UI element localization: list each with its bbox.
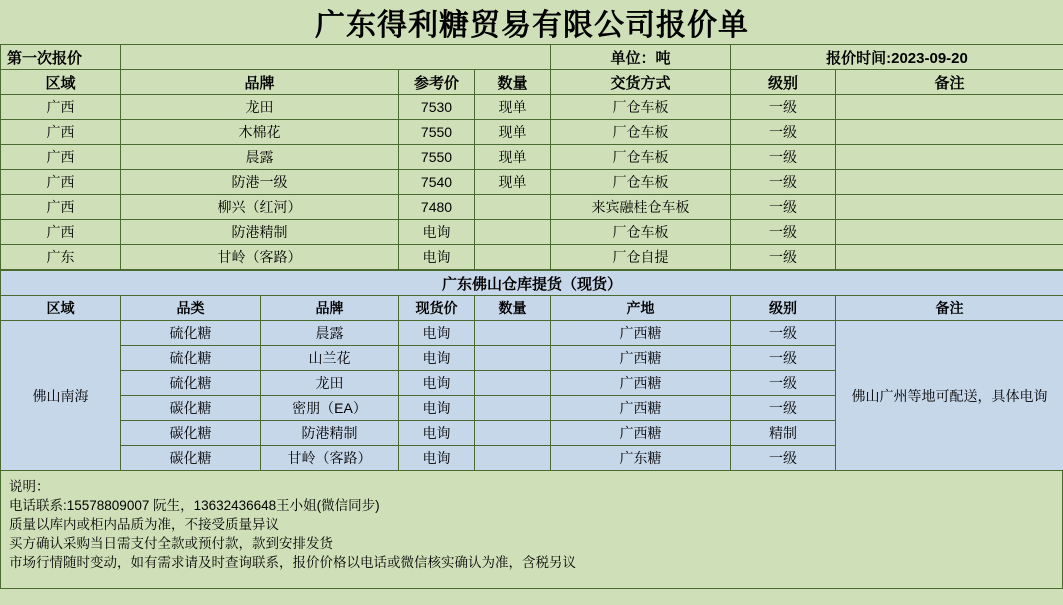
th2-region: 区域	[1, 296, 121, 321]
cell2-grade: 一级	[731, 396, 836, 421]
th-quantity: 数量	[475, 70, 551, 95]
table-row	[1, 170, 1063, 195]
cell2-origin: 广西糖	[551, 346, 731, 371]
cell2-category: 碳化糖	[121, 421, 261, 446]
cell2-spot-price: 电询	[399, 346, 475, 371]
table-row	[1, 95, 1063, 120]
cell-quantity: 现单	[475, 95, 551, 120]
table-row	[1, 195, 1063, 220]
cell-remark	[836, 145, 1063, 170]
warehouse-header-row	[1, 296, 1063, 321]
cell2-quantity	[475, 321, 551, 346]
table-row	[1, 145, 1063, 170]
cell2-quantity	[475, 421, 551, 446]
cell-quantity: 现单	[475, 120, 551, 145]
cell-ref-price: 7480	[399, 195, 475, 220]
cell-remark	[836, 245, 1063, 270]
cell2-quantity	[475, 446, 551, 471]
cell-grade: 一级	[731, 195, 836, 220]
th2-grade: 级别	[731, 296, 836, 321]
cell2-grade: 一级	[731, 371, 836, 396]
cell-delivery: 厂仓车板	[551, 220, 731, 245]
cell2-grade: 一级	[731, 346, 836, 371]
th2-quantity: 数量	[475, 296, 551, 321]
cell-delivery: 厂仓车板	[551, 120, 731, 145]
note-line: 质量以库内或柜内品质为准，不接受质量异议	[9, 517, 279, 532]
cell-region: 广西	[1, 170, 121, 195]
th-remark: 备注	[836, 70, 1063, 95]
th-ref-price: 参考价	[399, 70, 475, 95]
cell-quantity	[475, 195, 551, 220]
warehouse-band-row	[1, 271, 1063, 296]
th-brand: 品牌	[121, 70, 399, 95]
cell-ref-price: 7550	[399, 145, 475, 170]
cell2-quantity	[475, 371, 551, 396]
cell-brand: 防港一级	[121, 170, 399, 195]
cell2-region: 佛山南海	[1, 321, 121, 471]
cell-grade: 一级	[731, 245, 836, 270]
table-row	[1, 120, 1063, 145]
cell-brand: 龙田	[121, 95, 399, 120]
cell2-spot-price: 电询	[399, 321, 475, 346]
cell2-origin: 广东糖	[551, 446, 731, 471]
th2-category: 品类	[121, 296, 261, 321]
cell-brand: 柳兴（红河）	[121, 195, 399, 220]
cell2-remark: 佛山广州等地可配送，具体电询	[836, 321, 1063, 471]
th-region: 区域	[1, 70, 121, 95]
page-title: 广东得利糖贸易有限公司报价单	[1, 0, 1063, 45]
meta-row	[1, 45, 1063, 70]
cell-delivery: 厂仓车板	[551, 170, 731, 195]
title-row	[1, 0, 1063, 45]
cell2-category: 硫化糖	[121, 371, 261, 396]
cell-ref-price: 7550	[399, 120, 475, 145]
cell2-brand: 晨露	[261, 321, 399, 346]
cell-remark	[836, 195, 1063, 220]
cell2-spot-price: 电询	[399, 446, 475, 471]
cell2-brand: 防港精制	[261, 421, 399, 446]
cell-brand: 防港精制	[121, 220, 399, 245]
cell-grade: 一级	[731, 120, 836, 145]
warehouse-band-label: 广东佛山仓库提货（现货）	[1, 271, 1063, 296]
unit-label: 单位：吨	[551, 45, 731, 70]
meta-blank-1	[121, 45, 551, 70]
cell-ref-price: 电询	[399, 220, 475, 245]
cell-grade: 一级	[731, 220, 836, 245]
quote-round-label: 第一次报价	[1, 45, 121, 70]
cell-delivery: 来宾融桂仓车板	[551, 195, 731, 220]
cell-quantity	[475, 220, 551, 245]
cell2-category: 硫化糖	[121, 346, 261, 371]
cell2-quantity	[475, 346, 551, 371]
cell2-brand: 山兰花	[261, 346, 399, 371]
cell-quantity	[475, 245, 551, 270]
cell2-category: 硫化糖	[121, 321, 261, 346]
cell-remark	[836, 120, 1063, 145]
cell2-brand: 密朋（EA）	[261, 396, 399, 421]
cell2-category: 碳化糖	[121, 396, 261, 421]
cell2-origin: 广西糖	[551, 371, 731, 396]
cell-grade: 一级	[731, 170, 836, 195]
cell-region: 广西	[1, 145, 121, 170]
cell2-grade: 一级	[731, 446, 836, 471]
table1-header-row	[1, 70, 1063, 95]
cell-region: 广西	[1, 220, 121, 245]
cell-ref-price: 7540	[399, 170, 475, 195]
table-row	[1, 220, 1063, 245]
cell-remark	[836, 95, 1063, 120]
cell-region: 广西	[1, 195, 121, 220]
cell2-origin: 广西糖	[551, 421, 731, 446]
cell-region: 广东	[1, 245, 121, 270]
quote-time-label: 报价时间:2023-09-20	[731, 45, 1063, 70]
cell2-brand: 甘岭（客路）	[261, 446, 399, 471]
cell-ref-price: 7530	[399, 95, 475, 120]
notes-section	[0, 471, 1063, 589]
th2-remark: 备注	[836, 296, 1063, 321]
cell-ref-price: 电询	[399, 245, 475, 270]
cell-brand: 甘岭（客路）	[121, 245, 399, 270]
th2-origin: 产地	[551, 296, 731, 321]
cell2-category: 碳化糖	[121, 446, 261, 471]
cell-grade: 一级	[731, 145, 836, 170]
table-row	[1, 245, 1063, 270]
cell2-origin: 广西糖	[551, 396, 731, 421]
cell-grade: 一级	[731, 95, 836, 120]
note-line: 买方确认采购当日需支付全款或预付款，款到安排发货	[9, 536, 333, 551]
note-line: 说明：	[9, 479, 50, 494]
cell-brand: 晨露	[121, 145, 399, 170]
cell-delivery: 厂仓车板	[551, 95, 731, 120]
cell2-quantity	[475, 396, 551, 421]
cell-region: 广西	[1, 120, 121, 145]
th-delivery: 交货方式	[551, 70, 731, 95]
cell-remark	[836, 170, 1063, 195]
cell2-origin: 广西糖	[551, 321, 731, 346]
cell-quantity: 现单	[475, 145, 551, 170]
cell-region: 广西	[1, 95, 121, 120]
cell2-spot-price: 电询	[399, 371, 475, 396]
th-grade: 级别	[731, 70, 836, 95]
cell2-grade: 精制	[731, 421, 836, 446]
note-line: 电话联系:15578809007 阮生，13632436648王小姐(微信同步)	[9, 498, 380, 513]
th2-brand: 品牌	[261, 296, 399, 321]
cell2-brand: 龙田	[261, 371, 399, 396]
cell-delivery: 厂仓车板	[551, 145, 731, 170]
cell-brand: 木棉花	[121, 120, 399, 145]
warehouse-table	[0, 270, 1063, 471]
th2-spot-price: 现货价	[399, 296, 475, 321]
cell-delivery: 厂仓自提	[551, 245, 731, 270]
cell2-grade: 一级	[731, 321, 836, 346]
cell-remark	[836, 220, 1063, 245]
table-row	[1, 321, 1063, 346]
cell2-spot-price: 电询	[399, 421, 475, 446]
quotation-table	[0, 0, 1063, 270]
cell2-spot-price: 电询	[399, 396, 475, 421]
cell-quantity: 现单	[475, 170, 551, 195]
note-line: 市场行情随时变动，如有需求请及时查询联系，报价价格以电话或微信核实确认为准，含税另议	[9, 555, 576, 570]
